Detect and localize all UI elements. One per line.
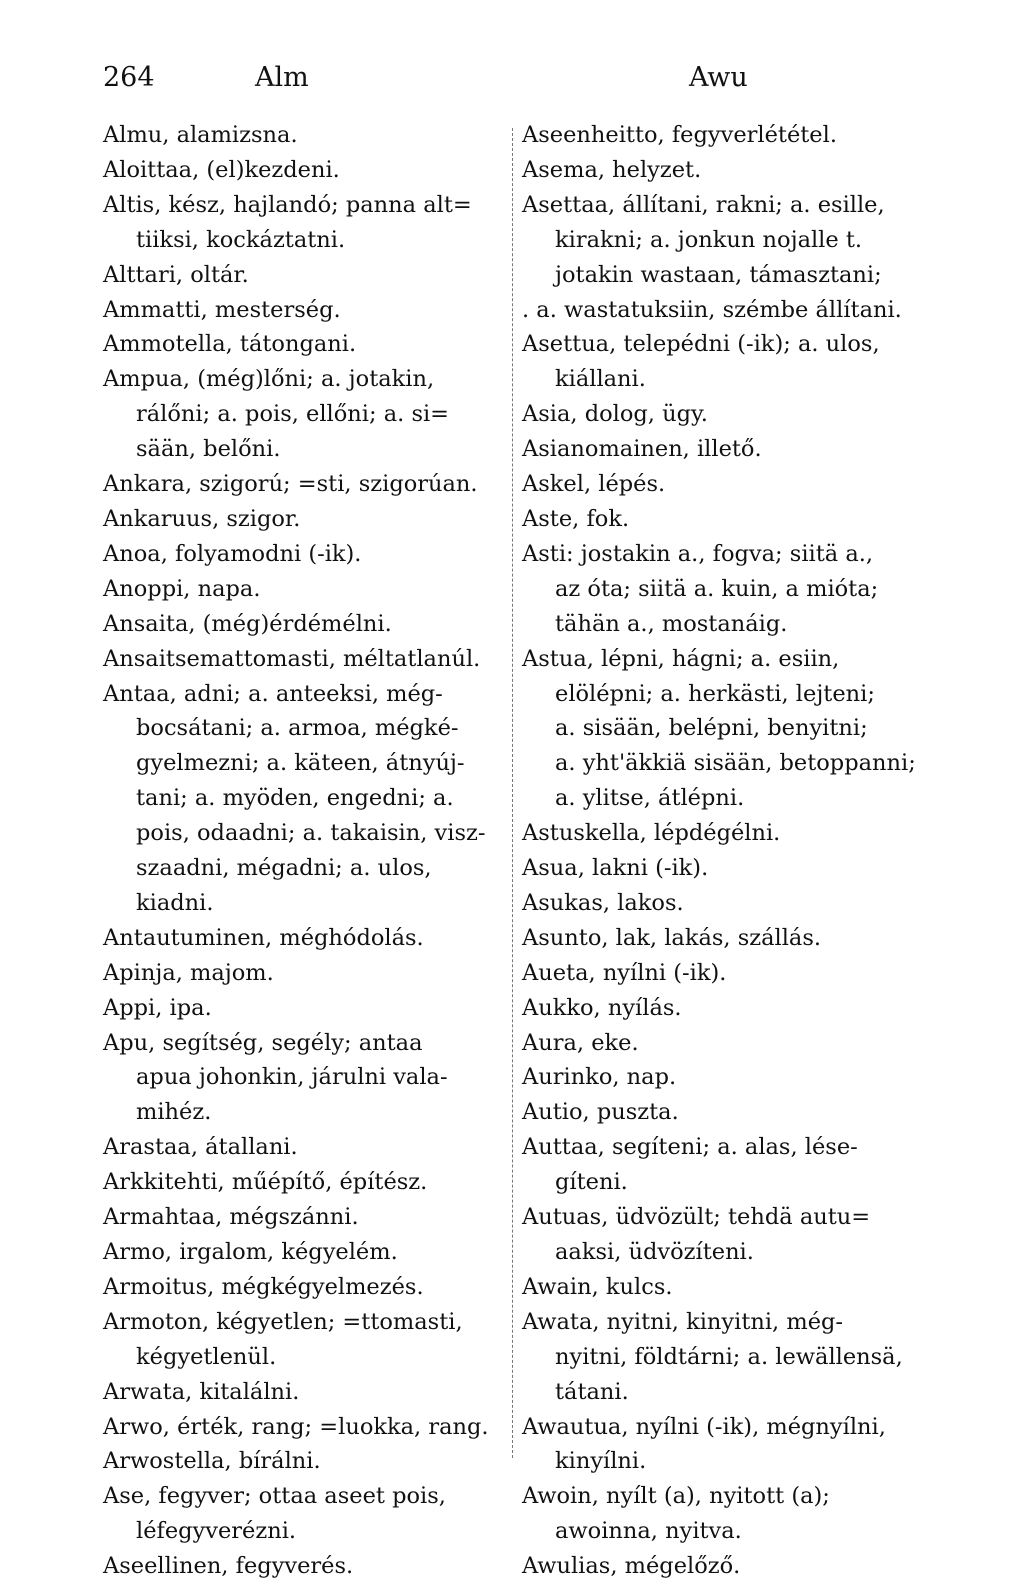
entry-line: Askel, lépés. xyxy=(522,471,666,498)
entry-line: Ammatti, mesterség. xyxy=(103,296,341,323)
entry-line: Aseellinen, fegyverés. xyxy=(103,1553,354,1580)
entry-line: Antaa, adni; a. anteeksi, még- xyxy=(103,680,443,707)
entry-continuation-line: sään, belőni. xyxy=(136,436,281,463)
entry-line: . a. wastatuksiin, szémbe állítani. xyxy=(522,296,902,323)
entry-line: Altis, kész, hajlandó; panna alt= xyxy=(103,191,472,218)
entry-line: Autio, puszta. xyxy=(522,1099,679,1126)
entry-line: Aurinko, nap. xyxy=(522,1064,677,1091)
entry-line: Awulias, mégelőző. xyxy=(522,1553,741,1580)
entry-continuation-line: kinyílni. xyxy=(555,1448,647,1475)
entry-line: Anoppi, napa. xyxy=(103,575,261,602)
entry-line: Ansaita, (még)érdémélni. xyxy=(103,610,392,637)
entry-continuation-line: léfegyverézni. xyxy=(136,1518,297,1545)
entry-line: Ase, fegyver; ottaa aseet pois, xyxy=(103,1483,446,1510)
entry-line: Astuskella, lépdégélni. xyxy=(522,820,781,847)
entry-continuation-line: awoinna, nyitva. xyxy=(555,1518,742,1545)
entry-line: Ankara, szigorú; =sti, szigorúan. xyxy=(103,471,478,498)
entry-line: Asukas, lakos. xyxy=(522,889,684,916)
entry-continuation-line: kégyetlenül. xyxy=(136,1343,277,1370)
entry-continuation-line: apua johonkin, járulni vala- xyxy=(136,1064,448,1091)
entry-line: Asua, lakni (-ik). xyxy=(522,855,709,882)
entry-line: Armahtaa, mégszánni. xyxy=(103,1204,359,1231)
entry-continuation-line: a. sisään, belépni, benyitni; xyxy=(555,715,868,742)
entry-line: Ampua, (még)lőni; a. jotakin, xyxy=(103,366,435,393)
entry-continuation-line: kiállani. xyxy=(555,366,646,393)
entry-continuation-line: elölépni; a. herkästi, lejteni; xyxy=(555,680,875,707)
entry-continuation-line: a. ylitse, átlépni. xyxy=(555,785,745,812)
entry-line: Arwo, érték, rang; =luokka, rang. xyxy=(103,1413,489,1440)
entry-line: Aste, fok. xyxy=(522,505,630,532)
entry-line: Arastaa, átallani. xyxy=(103,1134,298,1161)
entry-continuation-line: tani; a. myöden, engedni; a. xyxy=(136,785,454,812)
column-divider xyxy=(512,128,513,1458)
entry-line: Awautua, nyílni (-ik), mégnyílni, xyxy=(522,1413,886,1440)
entry-continuation-line: bocsátani; a. armoa, mégké- xyxy=(136,715,459,742)
entry-line: Armo, irgalom, kégyelém. xyxy=(103,1239,398,1265)
entry-continuation-line: kirakni; a. jonkun nojalle t. xyxy=(555,226,863,253)
entry-continuation-line: az óta; siitä a. kuin, a mióta; xyxy=(555,575,879,602)
entry-line: Asti: jostakin a., fogva; siitä a., xyxy=(522,540,874,567)
entry-line: Arwostella, bírálni. xyxy=(103,1448,321,1475)
entry-line: Asettaa, állítani, rakni; a. esille, xyxy=(522,191,885,218)
entry-line: Asema, helyzet. xyxy=(522,156,702,183)
entry-line: Armoitus, mégkégyelmezés. xyxy=(103,1273,424,1300)
entry-line: Armoton, kégyetlen; =ttomasti, xyxy=(103,1308,463,1335)
entry-continuation-line: jotakin wastaan, támasztani; xyxy=(555,261,882,288)
entry-line: Apinja, majom. xyxy=(103,959,274,986)
entry-continuation-line: tähän a., mostanáig. xyxy=(555,610,788,637)
entry-line: Apu, segítség, segély; antaa xyxy=(103,1029,423,1056)
entry-continuation-line: tiiksi, kockáztatni. xyxy=(136,226,346,253)
entry-line: Awain, kulcs. xyxy=(522,1273,673,1300)
entry-continuation-line: tátani. xyxy=(555,1378,629,1405)
entry-continuation-line: szaadni, mégadni; a. ulos, xyxy=(136,855,432,882)
entry-line: Astua, lépni, hágni; a. esiin, xyxy=(522,645,840,672)
entry-line: Autuas, üdvözült; tehdä autu= xyxy=(522,1204,871,1231)
entry-line: Alttari, oltár. xyxy=(103,261,249,288)
entry-line: Aura, eke. xyxy=(522,1029,639,1056)
entry-line: Aukko, nyílás. xyxy=(522,994,682,1021)
entry-line: Awoin, nyílt (a), nyitott (a); xyxy=(522,1483,830,1510)
entry-line: Asettua, telepédni (-ik); a. ulos, xyxy=(522,331,880,358)
entry-continuation-line: kiadni. xyxy=(136,889,214,916)
left-column xyxy=(103,118,511,1584)
entry-line: Aueta, nyílni (-ik). xyxy=(522,959,727,986)
entry-line: Asianomainen, illető. xyxy=(522,436,762,463)
entry-line: Ankaruus, szigor. xyxy=(103,505,301,532)
running-header xyxy=(103,58,921,98)
entry-line: Arwata, kitalálni. xyxy=(103,1378,300,1405)
entry-continuation-line: a. yht'äkkiä sisään, betoppanni; xyxy=(555,750,916,777)
entry-continuation-line: nyitni, földtárni; a. lewällensä, xyxy=(555,1343,903,1370)
entry-line: Auttaa, segíteni; a. alas, lése- xyxy=(522,1134,858,1161)
entry-line: Anoa, folyamodni (-ik). xyxy=(103,540,362,567)
entry-continuation-line: rálőni; a. pois, ellőni; a. si= xyxy=(136,401,450,428)
right-guide-word: Awu xyxy=(689,62,748,93)
entry-line: Almu, alamizsna. xyxy=(103,122,298,148)
entry-continuation-line: pois, odaadni; a. takaisin, visz- xyxy=(136,820,486,847)
entry-line: Appi, ipa. xyxy=(103,994,212,1021)
entry-line: Aloittaa, (el)kezdeni. xyxy=(103,156,340,183)
left-guide-word: Alm xyxy=(255,62,309,93)
right-column xyxy=(522,118,926,1584)
entry-line: Awata, nyitni, kinyitni, még- xyxy=(522,1308,844,1335)
entry-line: Ansaitsemattomasti, méltatlanúl. xyxy=(103,645,481,672)
entry-line: Antautuminen, méghódolás. xyxy=(103,924,424,951)
entry-line: Asia, dolog, ügy. xyxy=(522,401,708,428)
entry-continuation-line: gíteni. xyxy=(555,1169,628,1196)
entry-continuation-line: mihéz. xyxy=(136,1099,212,1126)
entry-continuation-line: aaksi, üdvözíteni. xyxy=(555,1239,754,1265)
entry-continuation-line: gyelmezni; a. käteen, átnyúj- xyxy=(136,750,465,777)
page-number: 264 xyxy=(103,62,155,93)
entry-line: Aseenheitto, fegyverlététel. xyxy=(522,122,837,148)
entry-line: Arkkitehti, műépítő, építész. xyxy=(103,1169,428,1196)
entry-line: Ammotella, tátongani. xyxy=(103,331,357,358)
entry-line: Asunto, lak, lakás, szállás. xyxy=(522,924,822,951)
